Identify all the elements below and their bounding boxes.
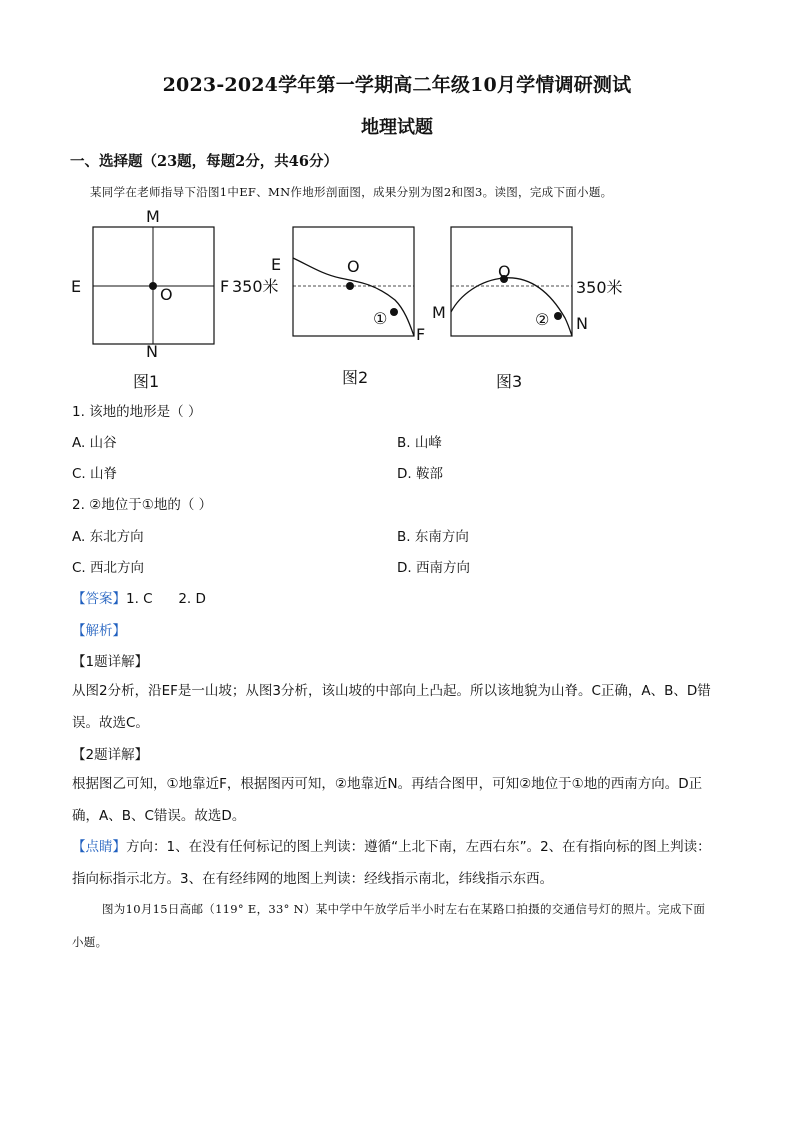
next-question-intro: 图为10月15日高邮（119° E，33° N）某中学中午放学后半小时左右在某路口拍摄的交通信号灯的照片。完成下面小题。 [72,902,706,949]
fig2-point-1 [390,308,398,316]
fig3-point-2 [554,312,562,320]
fig2-caption: 图2 [342,368,369,387]
question-1-option-a[interactable]: A. 山谷 [72,435,117,451]
fig1-point-o [149,282,157,290]
figure-1 [71,207,229,391]
fig3-label-n: N [576,314,588,333]
detail-2-label: 【2题详解】 [72,747,149,763]
question-intro: 某同学在老师指导下沿图1中EF、MN作地形剖面图，成果分别为图2和图3。读图，完成下面小题。 [90,185,613,199]
detail-1-label: 【1题详解】 [72,654,149,670]
answer-label: 【答案】 [72,591,126,607]
fig1-label-e: E [71,277,82,296]
question-1-option-d[interactable]: D. 鞍部 [397,466,443,482]
fig1-label-o: O [160,285,173,304]
tip-paragraph [72,831,722,895]
fig3-label-o: O [498,262,511,281]
detail-1-text: 从图2分析，沿EF是一山坡；从图3分析，该山坡的中部向上凸起。所以该地貌为山脊。C正确，A、B、D错误。故选C。 [72,683,711,731]
fig3-label-point-2: ② [535,310,550,329]
section-heading: 一、选择题（23题，每题2分，共46分） [70,153,338,170]
fig2-point-o [346,282,354,290]
answer-line [72,587,206,607]
tip-label: 【点睛】 [72,839,126,855]
fig3-caption: 图3 [496,372,523,391]
question-1-stem: 1. 该地的地形是（ ） [72,404,202,420]
fig2-label-e: E [271,255,282,274]
fig2-frame [293,227,414,336]
question-2-option-a[interactable]: A. 东北方向 [72,529,144,545]
fig3-elevation-label: 350米 [576,278,623,297]
figure-3 [432,227,623,391]
fig1-label-n: N [146,342,158,361]
answer-text: 1. C 2. D [126,591,206,607]
fig2-label-point-1: ① [373,309,388,328]
fig2-elevation-label: 350米 [232,277,279,296]
fig3-label-m: M [432,303,446,322]
detail-2-text: 根据图乙可知，①地靠近F，根据图丙可知，②地靠近N。再结合图甲，可知②地位于①地的西南方向。D正确，A、B、C错误。故选D。 [72,776,703,824]
page-title: 2023-2024学年第一学期高二年级10月学情调研测试 [162,74,632,96]
question-1-option-c[interactable]: C. 山脊 [72,466,118,482]
question-2-stem: 2. ②地位于①地的（ ） [72,497,213,513]
fig2-label-o: O [347,257,360,276]
fig1-label-m: M [146,207,160,226]
fig3-frame [451,227,572,336]
figures-panel [60,200,680,400]
page-subtitle: 地理试题 [361,117,433,138]
question-2-option-c[interactable]: C. 西北方向 [72,560,145,576]
figure-2 [232,227,425,387]
fig1-caption: 图1 [133,372,160,391]
tip-text: 方向：1、在没有任何标记的图上判读：遵循“上北下南，左西右东”。2、在有指向标的图上判读：指向标指示北方。3、在有经纬网的地图上判读：经线指示南北，纬线指示东西。 [72,839,711,887]
question-2-option-d[interactable]: D. 西南方向 [397,560,470,576]
question-1-option-b[interactable]: B. 山峰 [397,435,442,451]
fig2-label-f: F [416,325,426,344]
question-2-option-b[interactable]: B. 东南方向 [397,529,469,545]
analysis-label: 【解析】 [72,623,126,639]
fig3-profile-curve [451,278,572,336]
fig1-label-f: F [220,277,230,296]
